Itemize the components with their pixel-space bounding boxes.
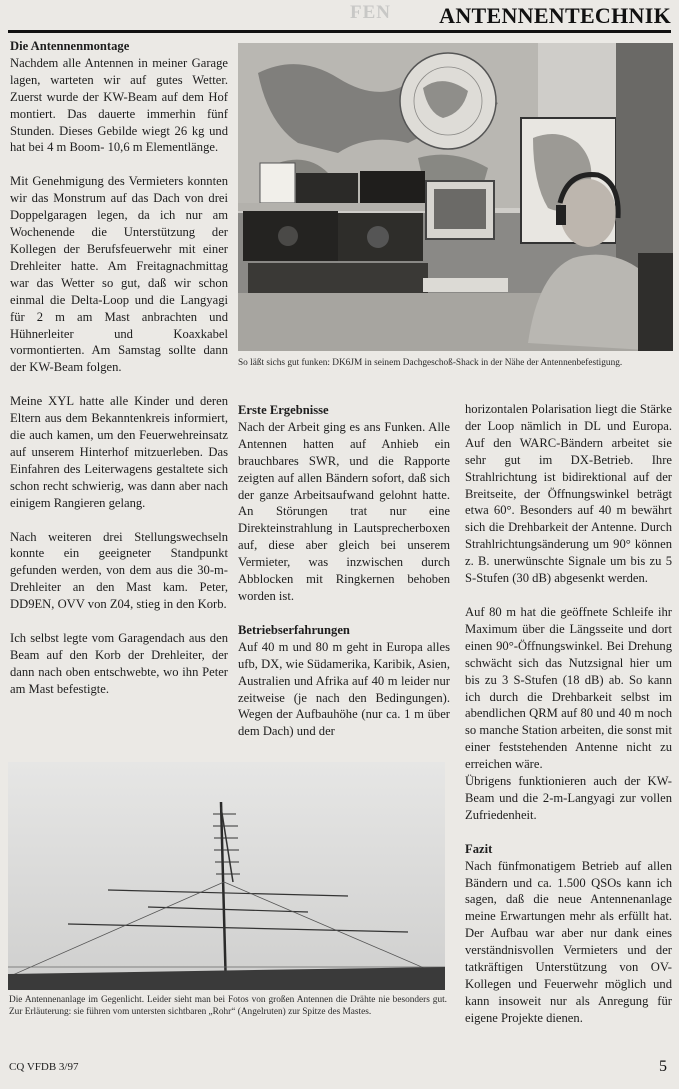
article-column-2 bbox=[238, 402, 450, 740]
paragraph: Ich selbst legte vom Garagendach aus den Beam auf den Korb der Drehleiter, der dann nach oben entschwebte, wo ihn Peter am Mast befestigte. bbox=[10, 631, 228, 696]
paragraph: Mit Genehmigung des Vermieters konnten wir das Monstrum auf das Dach von drei Doppelgaragen legen, da ich nur am Wochenende die Unterstützung der Kollegen der Berufsfeuerwehr mit einer Drehleiter hatte. Am Freitagnachmittag war das Wetter so gut, daß wir schon einmal die Delta-Loop und die Langyagi für 2 m am Mast anbrachten und Hühnerleiter und Koaxkabel vormontierten. Am Samstag sollte dann der KW-Beam folgen. bbox=[10, 174, 228, 375]
article-column-3 bbox=[465, 401, 672, 1027]
heading-erste-ergebnisse: Erste Ergebnisse bbox=[238, 403, 329, 417]
paragraph: horizontalen Polarisation liegt die Stärke der Loop nämlich in DL und Europa. Auf den WARC-Bändern arbeitet sie sehr gut im DX-Betrieb. Ihre Strahlrichtung ist bidirektional auf der Breitseite, der Öffnungswinkel beträgt etwa 60°. Besonders auf 40 m bewährt sich die Drehbarkeit der Antenne. Durch Strahlrichtungsänderung um 90° können z. B. unerwünschte Signale um bis zu 5 S-Stufen (30 dB) abgesenkt werden. bbox=[465, 402, 672, 586]
antenna-photo bbox=[8, 762, 445, 990]
paragraph: Nach der Arbeit ging es ans Funken. Alle Antennen hatten auf Anhieb ein brauchbares SWR, und die Rapporte zeigten auf allen Bändern sofort, daß sich der ganze Arbeitsaufwand gelohnt hatte. An Störungen trat nur eine Direkteinstrahlung in Lautsprecherboxen auf, diese aber gleich bei unserem Vermieter, was inzwischen durch Abblocken mit Ringkernen behoben worden ist. bbox=[238, 419, 450, 603]
section-title: ANTENNENTECHNIK bbox=[439, 3, 671, 28]
heading-betriebserfahrungen: Betriebserfahrungen bbox=[238, 622, 350, 637]
article-column-1 bbox=[10, 38, 228, 698]
page-number: 5 bbox=[659, 1058, 667, 1075]
heading-fazit: Fazit bbox=[465, 841, 493, 856]
paragraph: Nach weiteren drei Stellungswechseln konnte ein geeigneter Standpunkt gefunden werden, von dem aus die 30-m-Drehleiter an den Mast kam. Peter, DD9EN, OVV von Z04, stieg in den Korb. bbox=[10, 529, 228, 612]
antenna-photo-caption: Die Antennenanlage im Gegenlicht. Leider sieht man bei Fotos von großen Antennen die Drähte nie besonders gut. Zur Erläuterung: sie führen vom untersten sichtbaren „Rohr“ (Angelruten) zur Spitze des Mastes. bbox=[9, 995, 447, 1018]
heading-antennenmontage: Die Antennenmontage bbox=[10, 39, 130, 53]
paragraph: Meine XYL hatte alle Kinder und deren Eltern aus dem Bekanntenkreis informiert, die auch kamen, um den Feuerwehreinsatz auf unserem Hinterhof mitzuerleben. Das Einfahren des Leiterwagens gestaltete sich schon recht schwierig, was dann aber nach einigem Rangieren gelang. bbox=[10, 394, 228, 510]
previous-page-bleed-text: FEN bbox=[350, 2, 391, 23]
shack-photo-caption: So läßt sichs gut funken: DK6JM in seinem Dachgeschoß-Shack in der Nähe der Antennenbefestigung. bbox=[238, 358, 623, 368]
paragraph: Nachdem alle Antennen in meiner Garage lagen, warteten wir auf gutes Wetter. Zuerst wurde der KW-Beam auf dem Hof montiert. Das dauerte immerhin fünf Stunden. Dieses Gebilde wiegt 26 kg und hat bei 4 m Boom- 10,6 m Elementlänge. bbox=[10, 55, 228, 155]
paragraph: Nach fünfmonatigem Betrieb auf allen Bändern und ca. 1.500 QSOs kann ich sagen, daß die neue Antennenanlage meine Erwartungen mehr als erfüllt hat. Der Aufbau war aber nur dank eines verständnisvollen Vermieters und der tatkräftigen Unterstützung von OV-Kollegen und Feuerwehr möglich und kann insoweit nur als Anregung für eigene Projekte dienen. bbox=[465, 858, 672, 1025]
paragraph: Übrigens funktionieren auch der KW-Beam und die 2-m-Langyagi zur vollen Zufriedenheit. bbox=[465, 774, 672, 822]
paragraph: Auf 40 m und 80 m geht in Europa alles ufb, DX, wie Südamerika, Karibik, Asien, Australien und Afrika auf 40 m leider nur zeitweise (je nach den Bedingungen). Wegen der Aufbauhöhe (nur ca. 1 m über dem Dach) und der bbox=[238, 639, 450, 739]
header-rule bbox=[8, 30, 671, 33]
paragraph: Auf 80 m hat die geöffnete Schleife ihr Maximum über die Längsseite und dort einen 90°-Öffnungswinkel. Bei Drehung schwächt sich das Nutzsignal hier um bis zu 3 S-Stufen (18 dB) ab. So kann ich durch die Drehbarkeit selbst im abendlichen QRM auf 80 und 40 m noch so manche Station arbeiten, die sonst mit einer feststehenden Antenne nicht zu erreichen wäre. bbox=[465, 604, 672, 772]
journal-issue: CQ VFDB 3/97 bbox=[9, 1061, 79, 1073]
shack-photo bbox=[238, 43, 673, 351]
